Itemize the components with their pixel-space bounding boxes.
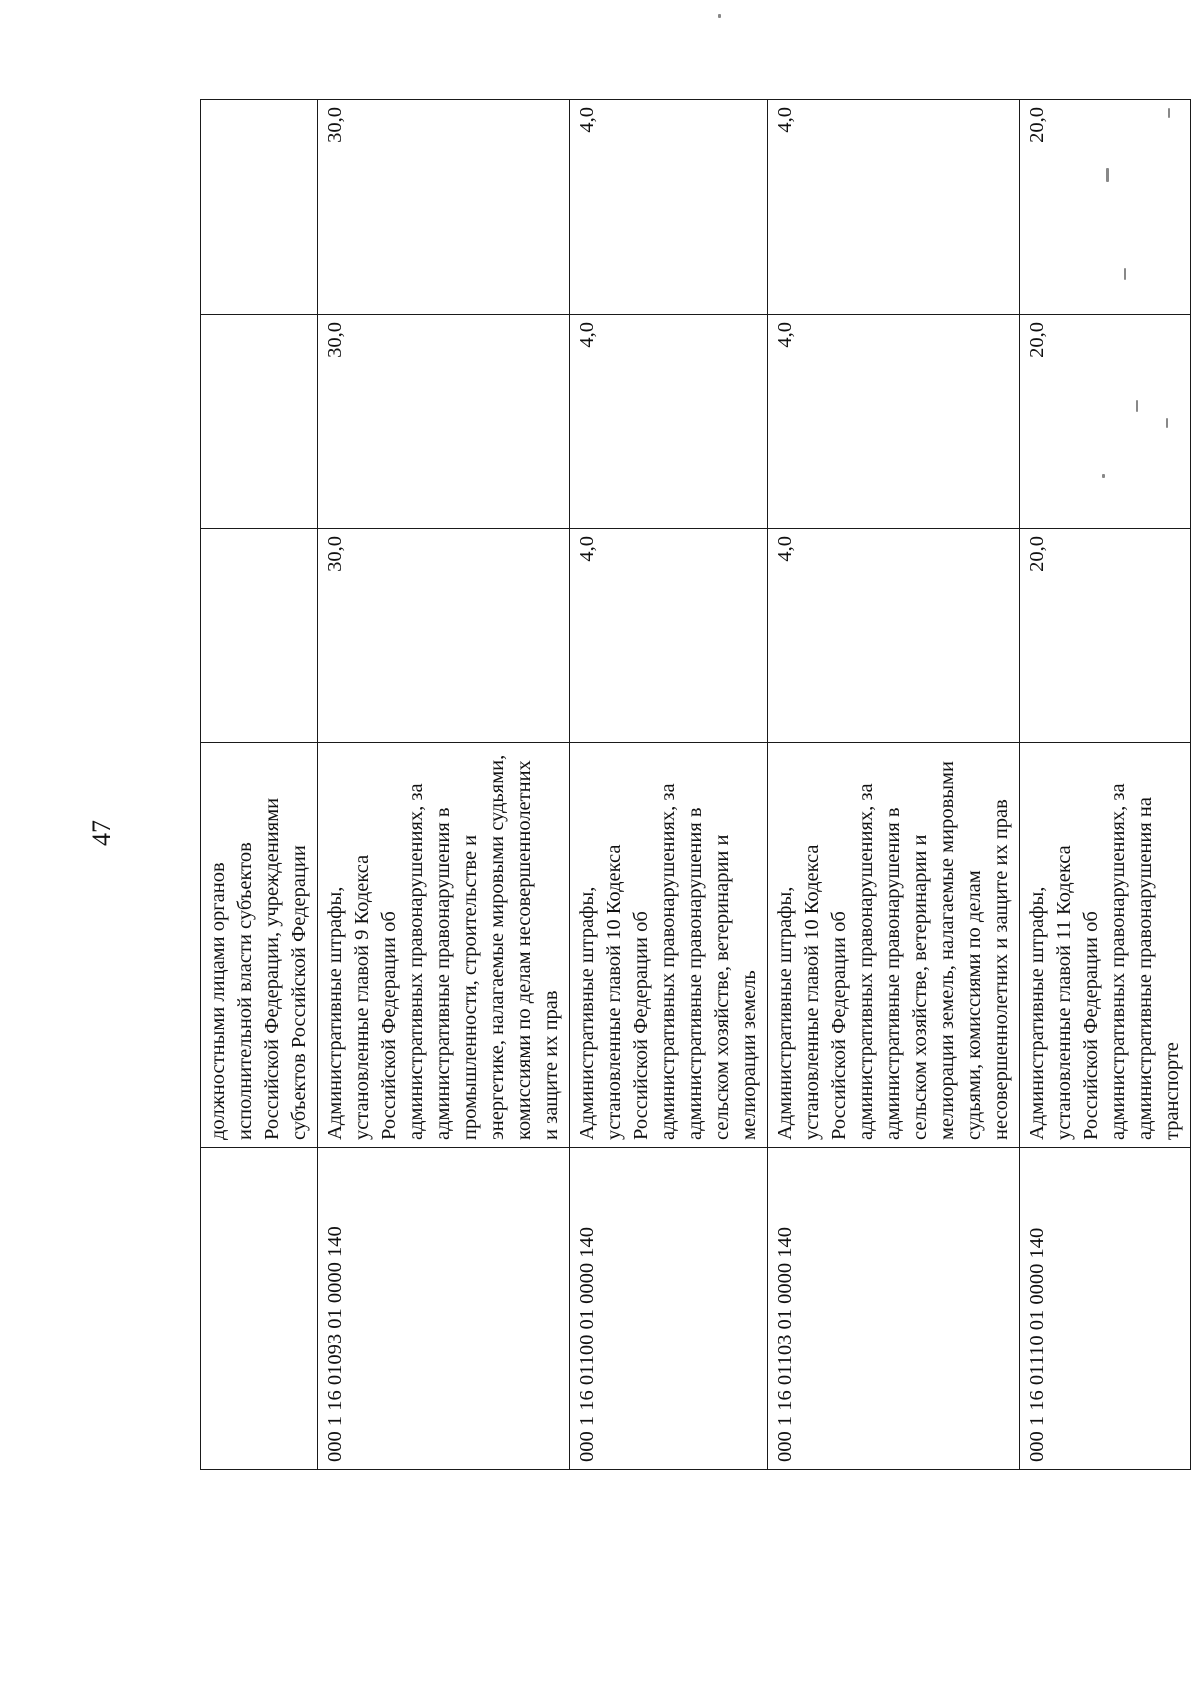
row-description: Административные штрафы, установленные главой 11 Кодекса Российской Федерации об административных правонарушениях, за административные правонарушения на транспорте bbox=[1020, 743, 1191, 1148]
row-value-3: 4,0 bbox=[768, 100, 1020, 315]
revenue-table bbox=[200, 99, 1191, 1470]
table-row bbox=[768, 100, 1020, 1470]
row-value-3: 4,0 bbox=[570, 100, 768, 315]
rotated-page bbox=[200, 100, 1183, 1470]
row-value-1: 4,0 bbox=[570, 529, 768, 743]
row-code: 000 1 16 01100 01 0000 140 bbox=[570, 1148, 768, 1470]
row-value-2: 20,0 bbox=[1020, 315, 1191, 529]
row-description: Административные штрафы, установленные главой 10 Кодекса Российской Федерации об административных правонарушениях, за административные правонарушения в сельском хозяйстве, ветеринарии и мелиорации земель bbox=[570, 743, 768, 1148]
row-code: 000 1 16 01103 01 0000 140 bbox=[768, 1148, 1020, 1470]
scan-speck bbox=[1106, 168, 1109, 182]
row-value-2: 4,0 bbox=[570, 315, 768, 529]
table-row bbox=[201, 100, 318, 1470]
scan-speck bbox=[1136, 400, 1138, 412]
row-description: должностными лицами органов исполнительной власти субъектов Российской Федерации, учреждениями субъектов Российской Федерации bbox=[201, 743, 318, 1148]
row-value-1: 20,0 bbox=[1020, 529, 1191, 743]
row-code: 000 1 16 01093 01 0000 140 bbox=[318, 1148, 570, 1470]
row-value-2: 4,0 bbox=[768, 315, 1020, 529]
table-row bbox=[1020, 100, 1191, 1470]
row-value-3: 30,0 bbox=[318, 100, 570, 315]
page-number: 47 bbox=[87, 820, 116, 846]
table-row bbox=[570, 100, 768, 1470]
scan-speck bbox=[1124, 268, 1126, 280]
row-value-1: 4,0 bbox=[768, 529, 1020, 743]
row-value-3: 20,0 bbox=[1020, 100, 1191, 315]
row-description: Административные штрафы, установленные главой 10 Кодекса Российской Федерации об административных правонарушениях, за административные правонарушения в сельском хозяйстве, ветеринарии и мелиорации земель, налагаемые мировыми судьями, комиссиями по делам несовершеннолетних и защите их прав bbox=[768, 743, 1020, 1148]
scan-speck bbox=[1166, 418, 1168, 428]
row-value-1 bbox=[201, 529, 318, 743]
row-value-2 bbox=[201, 315, 318, 529]
scan-speck bbox=[718, 14, 721, 18]
scan-speck bbox=[1102, 474, 1105, 478]
row-description: Административные штрафы, установленные главой 9 Кодекса Российской Федерации об административных правонарушениях, за административные правонарушения в промышленности, строительстве и энергетике, налагаемые мировыми судьями, комиссиями по делам несовершеннолетних и защите их прав bbox=[318, 743, 570, 1148]
scan-speck bbox=[1168, 108, 1170, 118]
row-value-2: 30,0 bbox=[318, 315, 570, 529]
table-wrapper bbox=[200, 100, 1183, 1470]
table-row bbox=[318, 100, 570, 1470]
row-code bbox=[201, 1148, 318, 1470]
row-code: 000 1 16 01110 01 0000 140 bbox=[1020, 1148, 1191, 1470]
row-value-3 bbox=[201, 100, 318, 315]
row-value-1: 30,0 bbox=[318, 529, 570, 743]
